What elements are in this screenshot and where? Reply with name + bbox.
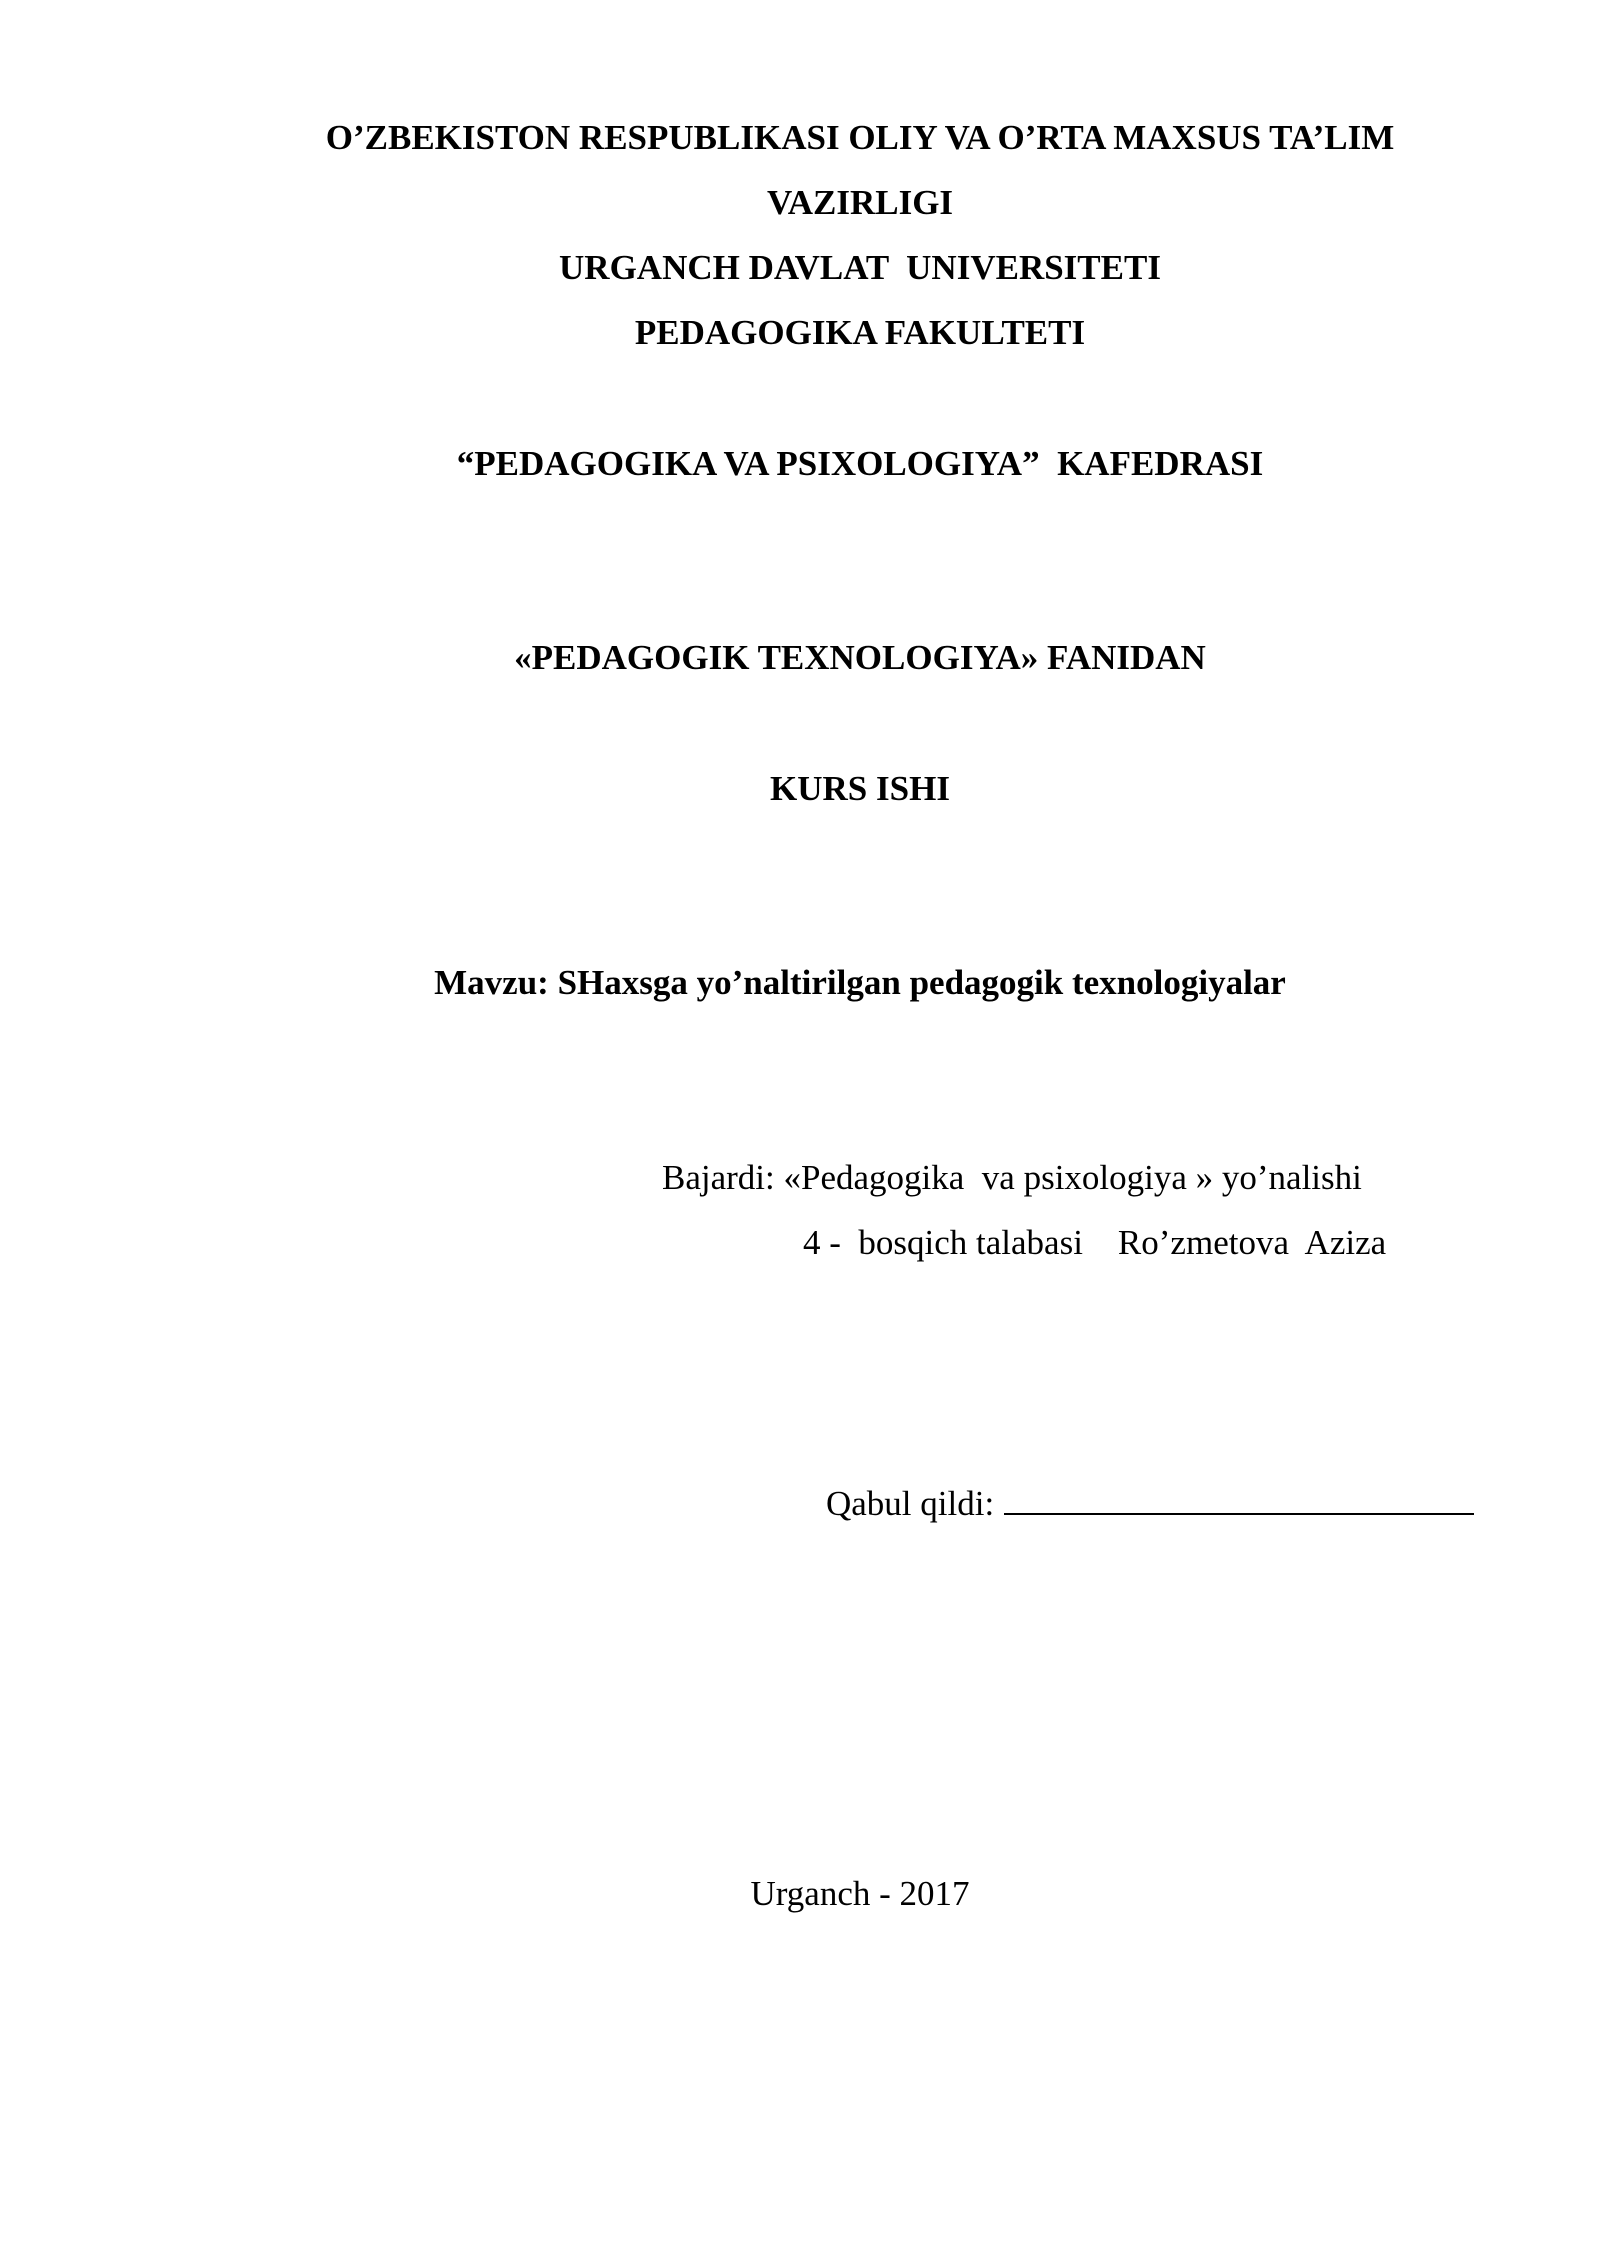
accepted-by xyxy=(826,1483,1474,1524)
department-name: “PEDAGOGIKA VA PSIXOLOGIYA” KAFEDRASI xyxy=(456,444,1264,483)
subject-title: «PEDAGOGIK TEXNOLOGIYA» FANIDAN xyxy=(514,638,1206,677)
ministry-title: O’ZBEKISTON RESPUBLIKASI OLIY VA O’RTA MAXSUS TA’LIM xyxy=(325,118,1395,157)
topic: Mavzu: SHaxsga yo’naltirilgan pedagogik texnologiyalar xyxy=(434,963,1286,1002)
signature-blank-line xyxy=(1004,1483,1474,1515)
city-year: Urganch - 2017 xyxy=(750,1874,970,1913)
performer-line-2: 4 - bosqich talabasi Ro’zmetova Aziza xyxy=(803,1223,1387,1262)
ministry-title-continued: VAZIRLIGI xyxy=(766,183,954,222)
university-name: URGANCH DAVLAT UNIVERSITETI xyxy=(559,248,1161,287)
performer-line-1: Bajardi: «Pedagogika va psixologiya » yo’nalishi xyxy=(662,1158,1362,1197)
work-type: KURS ISHI xyxy=(770,769,950,808)
faculty-name: PEDAGOGIKA FAKULTETI xyxy=(634,313,1086,352)
accepted-label: Qabul qildi: xyxy=(826,1484,995,1523)
